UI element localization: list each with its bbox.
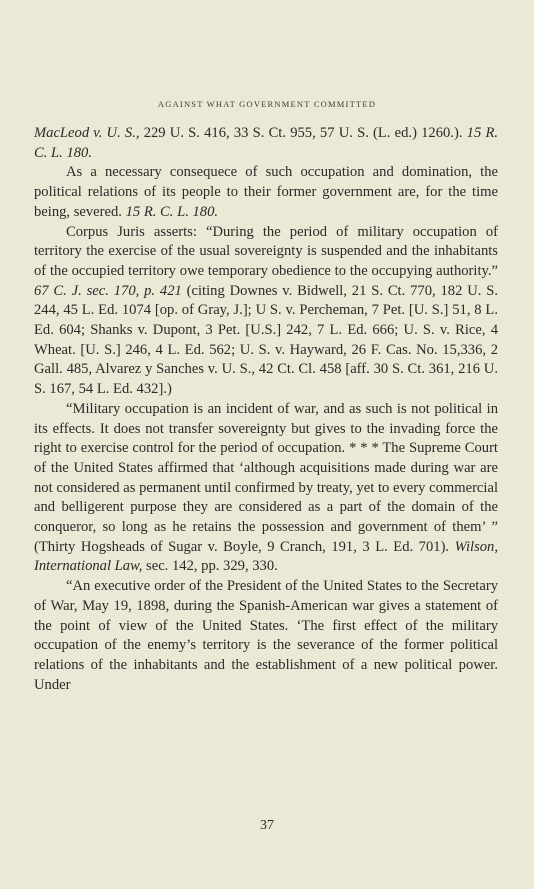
running-head: AGAINST WHAT GOVERNMENT COMMITTED <box>157 99 377 109</box>
paragraph-text: Corpus Juris asserts: “During the period of military occupation of territory the exercise of the usual sovereignty is suspended and the inhabitants of the occupied territory owe temporary obedience to the occupying authority.” <box>34 223 498 279</box>
citation-list: (citing Downes v. Bidwell, 21 S. Ct. 770, 182 U. S. 244, 45 L. Ed. 1074 [op. of Gray, J.]; U S. v. Percheman, 7 Pet. [U. S.] 51, 8 L. Ed. 604; Shanks v. Dupont, 3 Pet. [U.S.] 242, 7 L. Ed. 666; U. S. v. Rice, 4 Wheat. [U. S.] 246, 4 L. Ed. 562; U. S. v. Hayward, 26 F. Cas. No. 15,336, 2 Gall. 485, Alvarez y Sanches v. U. S., 42 Ct. Cl. 458 [aff. 30 S. Ct. 361, 216 U. S. 167, 54 L. Ed. 432].) <box>34 282 499 398</box>
paragraph <box>34 124 498 163</box>
paragraph <box>34 577 498 695</box>
treatise-citation: Wilson, International Law, <box>34 538 498 575</box>
body-text <box>34 124 498 695</box>
citation-text: sec. 142, pp. 329, 330. <box>142 558 278 575</box>
rcl-citation: 15 R. C. L. 180. <box>125 203 219 220</box>
paragraph <box>34 163 498 222</box>
citation-text: 229 U. S. 416, 33 S. Ct. 955, 57 U. S. (L. ed.) 1260.). <box>139 125 467 141</box>
case-citation: MacLeod v. U. S., <box>34 125 140 141</box>
paragraph-text: “Military occupation is an incident of war, and as such is not political in its effects. It does not transfer sovereignty but gives to the invading force the right to exercise control for the period of occupation. * * * The Supreme Court of the United States affirmed that ‘although acquisitions made during war are not considered as permanent until confirmed by treaty, yet to every commercial and belligerent purpose they are considered as a part of the domain of the conqueror, so long as he retains the possession and government of them’ ” (Thirty Hogsheads of Sugar v. Boyle, 9 Cranch, 191, 3 L. Ed. 701). <box>34 400 498 555</box>
paragraph <box>34 400 498 577</box>
paragraph <box>34 223 498 400</box>
paragraph-text: “An executive order of the President of the United States to the Secretary of War, May 19, 1898, during the Spanish-American war gives a statement of the point of view of the United States. ‘The first effect of the military occupation of the enemy’s territory is the severance of the former political relations of the inhabitants and the establishment of a new political power. Under <box>34 578 498 693</box>
cj-citation: 67 C. J. sec. 170, p. 421 <box>34 282 182 299</box>
rcl-citation: 15 R. C. L. 180. <box>34 125 499 161</box>
paragraph-text: As a necessary consequece of such occupation and domination, the political relations of its people to their former government are, for the time being, severed. <box>34 164 498 220</box>
page-number: 37 <box>260 818 274 833</box>
